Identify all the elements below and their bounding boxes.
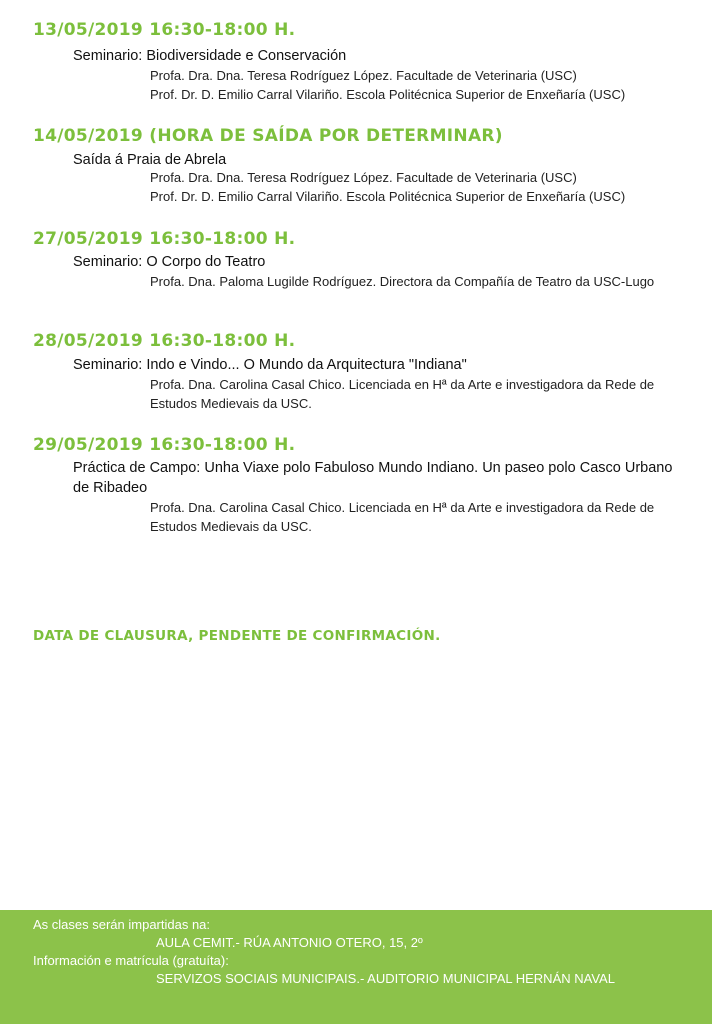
session-speaker: Profa. Dra. Dna. Teresa Rodríguez López. Facultade de Veterinaria (USC) — [150, 68, 577, 83]
session-date: 13/05/2019 16:30-18:00 H. — [33, 20, 296, 40]
venue-text: AULA CEMIT.- RÚA ANTONIO OTERO, 15, 2º — [156, 935, 423, 950]
footer-band — [0, 910, 712, 1024]
session-title: Saída á Praia de Abrela — [73, 152, 227, 168]
info-label: Información e matrícula (gratuíta): — [33, 953, 229, 968]
session-title: Seminario: Indo e Vindo... O Mundo da Arquitectura "Indiana" — [73, 357, 467, 373]
session-title: Seminario: Biodiversidade e Conservación — [73, 48, 347, 64]
session-title: Seminario: O Corpo do Teatro — [73, 254, 266, 270]
session-title: Práctica de Campo: Unha Viaxe polo Fabuloso Mundo Indiano. Un paseo polo Casco Urbano de Ribadeo — [73, 460, 673, 496]
session-speaker: Profa. Dna. Paloma Lugilde Rodríguez. Directora da Compañía de Teatro da USC-Lugo — [150, 274, 655, 289]
info-place: SERVIZOS SOCIAIS MUNICIPAIS.- AUDITORIO MUNICIPAL HERNÁN NAVAL — [156, 971, 615, 986]
session-speaker: Prof. Dr. D. Emilio Carral Vilariño. Escola Politécnica Superior de Enxeñaría (USC) — [150, 189, 626, 204]
session-speaker: Profa. Dra. Dna. Teresa Rodríguez López. Facultade de Veterinaria (USC) — [150, 170, 577, 185]
session-date: 27/05/2019 16:30-18:00 H. — [33, 229, 296, 249]
session-speaker: Profa. Dna. Carolina Casal Chico. Licenciada en Hª da Arte e investigadora da Rede de Estudos Medievais da USC. — [150, 500, 655, 534]
session-speaker: Prof. Dr. D. Emilio Carral Vilariño. Escola Politécnica Superior de Enxeñaría (USC) — [150, 87, 626, 102]
session-speaker: Profa. Dna. Carolina Casal Chico. Licenciada en Hª da Arte e investigadora da Rede de Estudos Medievais da USC. — [150, 377, 655, 411]
classes-label: As clases serán impartidas na: — [33, 917, 211, 932]
session-date: 29/05/2019 16:30-18:00 H. — [33, 435, 296, 455]
session-date: 14/05/2019 (HORA DE SAÍDA POR DETERMINAR) — [33, 126, 503, 146]
closing-note: DATA DE CLAUSURA, PENDENTE DE CONFIRMACIÓN. — [33, 628, 441, 644]
session-date: 28/05/2019 16:30-18:00 H. — [33, 331, 296, 351]
